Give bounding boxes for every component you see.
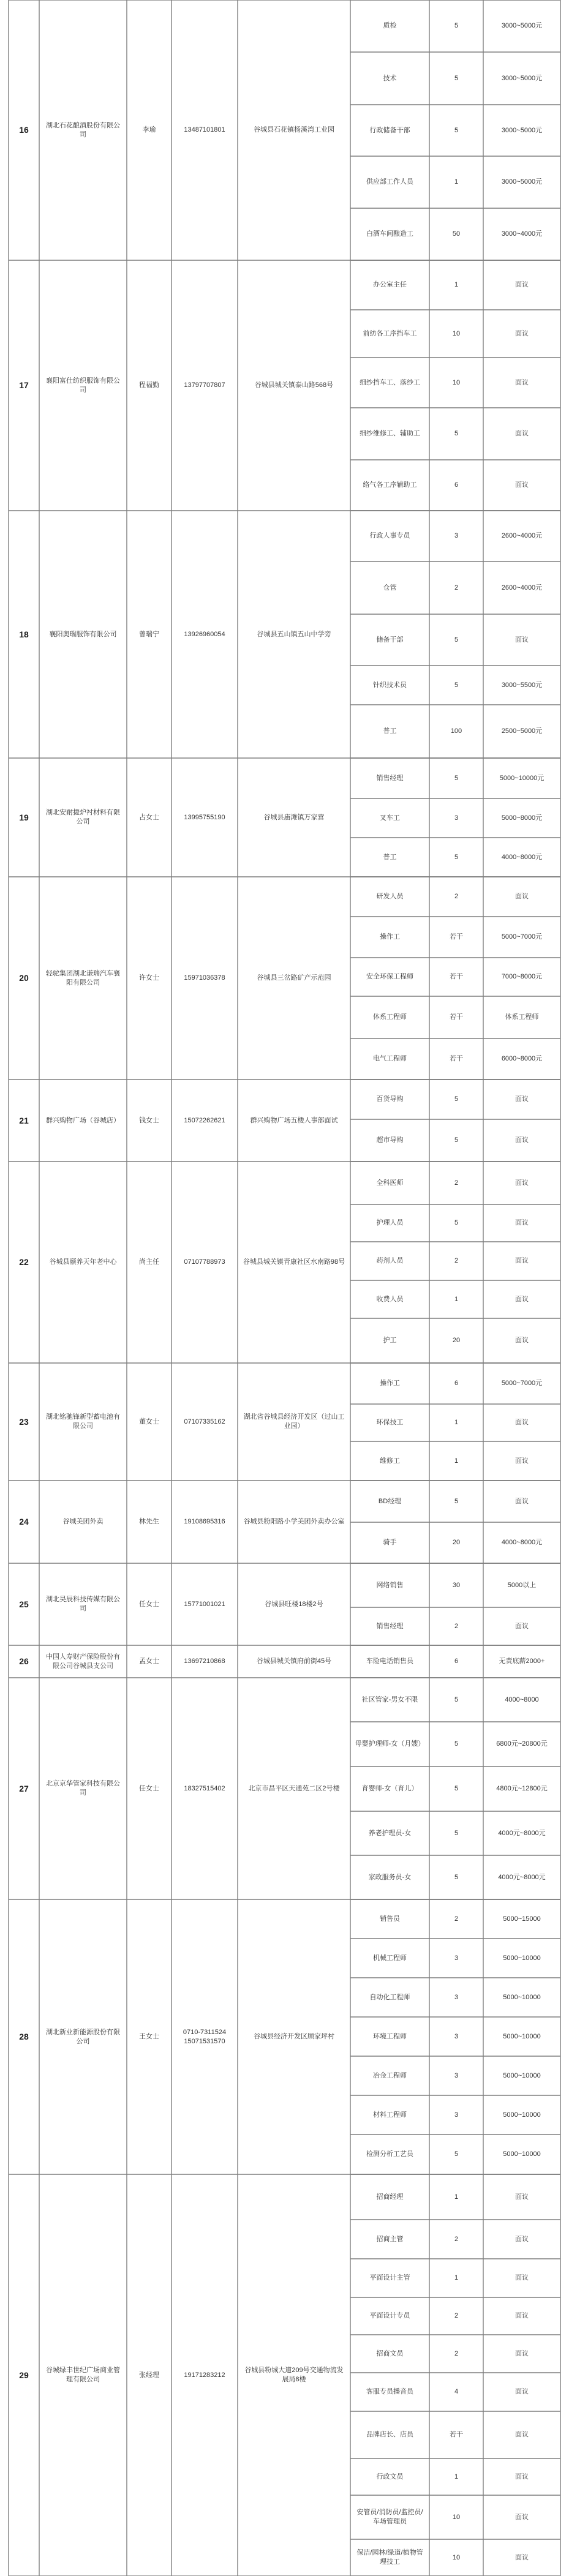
job-salary: 6000~8000元 <box>501 1055 543 1062</box>
job-headcount: 1 <box>454 281 459 288</box>
company-number: 20 <box>19 973 29 983</box>
company-address: 湖北省谷城县经济开发区（过山工业园） <box>243 1413 345 1430</box>
contact-phone: 13926960054 <box>184 630 225 638</box>
contact-phone: 07107335162 <box>184 1418 225 1425</box>
job-headcount: 1 <box>454 178 459 186</box>
job-title: 车险电话销售员 <box>366 1658 413 1665</box>
job-headcount: 5 <box>454 636 459 644</box>
contact-phone: 19171283212 <box>184 2371 225 2379</box>
job-salary: 4000元~8000元 <box>498 1873 546 1881</box>
company-name: 湖北铭驰锋新型蓄电池有限公司 <box>46 1413 120 1430</box>
job-salary: 面议 <box>515 1295 529 1303</box>
job-headcount: 5 <box>454 1740 459 1748</box>
job-salary: 面议 <box>515 2274 529 2281</box>
job-salary: 面议 <box>515 2312 529 2319</box>
job-headcount: 1 <box>454 2473 459 2480</box>
company-name: 谷城县颐养天年老中心 <box>49 1258 117 1266</box>
job-headcount: 6 <box>454 1658 459 1665</box>
job-salary: 5000~10000 <box>503 2111 541 2119</box>
company-address: 谷城县三岔路矿产示范园 <box>257 974 331 982</box>
company-name: 群兴购物广场（谷城店） <box>46 1116 120 1124</box>
job-headcount: 3 <box>454 1954 459 1962</box>
company-number: 19 <box>19 812 29 822</box>
job-headcount: 若干 <box>450 1013 463 1021</box>
job-title: 母婴护理师-女（月嫂） <box>355 1740 425 1748</box>
job-headcount: 2 <box>454 2349 459 2357</box>
job-title: 普工 <box>383 727 397 735</box>
job-salary: 4000元~8000元 <box>498 1829 546 1837</box>
company-address: 北京市昌平区天通苑二区2号楼 <box>248 1784 340 1792</box>
job-salary: 6800元~20800元 <box>496 1740 548 1748</box>
company-name: 襄阳奥瑞服饰有限公司 <box>49 630 117 638</box>
company-name: 谷城美团外卖 <box>62 1518 104 1525</box>
job-title: 普工 <box>383 853 397 861</box>
job-salary: 3000~5000元 <box>501 178 543 186</box>
company-name: 谷城绿丰世纪广场商业管理有限公司 <box>46 2367 120 2383</box>
job-headcount: 5 <box>454 853 459 861</box>
contact-person: 任女士 <box>139 1784 159 1792</box>
contact-person: 许女士 <box>139 974 159 982</box>
job-salary: 面议 <box>515 329 529 337</box>
company-name: 湖北安耐捷炉衬材料有限公司 <box>46 809 120 825</box>
job-headcount: 2 <box>454 2312 459 2319</box>
job-headcount: 5 <box>454 2150 459 2158</box>
job-salary: 面议 <box>515 1419 529 1426</box>
company-number: 21 <box>19 1115 29 1125</box>
job-headcount: 5 <box>454 1095 459 1103</box>
job-salary: 面议 <box>515 481 529 489</box>
job-title: 机械工程师 <box>373 1954 407 1962</box>
company-address: 谷城县庙滩镇万家营 <box>263 813 325 821</box>
company-name: 襄阳富仕纺织服饰有限公司 <box>46 377 120 394</box>
job-headcount: 2 <box>454 1257 459 1264</box>
job-headcount: 若干 <box>450 973 463 980</box>
job-title: 行政储备干部 <box>369 126 410 134</box>
job-salary: 面议 <box>515 2553 529 2561</box>
job-headcount: 2 <box>454 1622 459 1630</box>
job-title: 骑手 <box>383 1539 397 1546</box>
job-headcount: 5 <box>454 126 459 134</box>
job-salary: 面议 <box>515 1179 529 1187</box>
job-title: 护工 <box>383 1337 397 1344</box>
contact-phone: 18327515402 <box>184 1784 225 1792</box>
contact-person: 程福勤 <box>139 381 159 389</box>
job-salary: 面议 <box>515 281 529 288</box>
company-number: 28 <box>19 2032 29 2041</box>
job-title: 销售经理 <box>376 1622 404 1630</box>
job-headcount: 若干 <box>450 1055 463 1062</box>
job-salary: 2600~4000元 <box>501 532 543 539</box>
job-salary: 4000~8000元 <box>501 1539 543 1546</box>
job-headcount: 若干 <box>450 933 463 941</box>
job-title: 招商主管 <box>376 2235 404 2243</box>
job-title: 操作工 <box>380 933 400 941</box>
contact-person: 孟女士 <box>139 1658 159 1665</box>
job-title: 客服专员播音员 <box>366 2388 413 2395</box>
job-headcount: 10 <box>452 329 461 337</box>
job-title: 环境工程师 <box>373 2032 407 2040</box>
job-salary: 3000~5500元 <box>501 681 543 689</box>
job-title: 销售经理 <box>376 774 404 782</box>
job-title: 操作工 <box>380 1380 400 1387</box>
job-title: 技术 <box>383 74 397 82</box>
job-headcount: 2 <box>454 2235 459 2243</box>
job-headcount: 3 <box>454 2032 459 2040</box>
company-address: 谷城县城关镇泰山路568号 <box>254 381 334 389</box>
job-title: 维修工 <box>380 1457 400 1465</box>
contact-person: 王女士 <box>139 2033 159 2040</box>
job-salary: 5000~10000 <box>503 1993 541 2001</box>
job-title: 针织技术员 <box>373 681 407 689</box>
job-title: BD经理 <box>378 1497 402 1505</box>
job-headcount: 20 <box>452 1337 461 1344</box>
company-address: 谷城县五山镇五山中学旁 <box>257 630 331 638</box>
job-headcount: 5 <box>454 1497 459 1505</box>
job-salary: 4000~8000元 <box>501 853 543 861</box>
job-headcount: 2 <box>454 893 459 900</box>
job-title: 家政服务员-女 <box>368 1873 412 1881</box>
company-address: 谷城县经济开发区顾家坪村 <box>254 2033 334 2040</box>
job-title: 络气各工序辅助工 <box>363 481 417 489</box>
job-salary: 5000~7000元 <box>501 1380 543 1387</box>
job-title: 超市导购 <box>376 1136 404 1144</box>
job-headcount: 5 <box>454 74 459 82</box>
job-title: 药剂人员 <box>376 1257 404 1264</box>
contact-phone: 15971036378 <box>184 974 225 982</box>
job-title: 销售员 <box>380 1915 400 1923</box>
job-headcount: 5 <box>454 1219 459 1226</box>
job-headcount: 3 <box>454 532 459 539</box>
company-name: 湖北昊辰科技传媒有限公司 <box>46 1596 120 1612</box>
job-salary: 5000~7000元 <box>501 933 543 941</box>
job-title: 安管员/消防员/监控员/车场管理员 <box>356 2509 423 2525</box>
job-title: 前纺各工序挡车工 <box>363 329 417 337</box>
contact-phone: 15771001021 <box>184 1600 225 1608</box>
company-address: 谷城县旺楼18楼2号 <box>265 1600 323 1608</box>
job-title: 办公室主任 <box>373 281 407 288</box>
job-salary: 4000~8000 <box>505 1695 539 1703</box>
job-headcount: 10 <box>452 378 461 386</box>
job-title: 收费人员 <box>376 1295 404 1303</box>
job-title: 平面设计专员 <box>369 2312 410 2319</box>
job-salary: 5000~8000元 <box>501 814 543 822</box>
job-headcount: 100 <box>450 727 462 735</box>
job-headcount: 2 <box>454 584 459 591</box>
company-number: 16 <box>19 125 29 135</box>
job-salary: 面议 <box>515 1257 529 1264</box>
job-title: 研发人员 <box>376 893 404 900</box>
contact-person: 尚主任 <box>139 1258 159 1266</box>
job-headcount: 10 <box>452 2513 461 2521</box>
job-headcount: 5 <box>454 1829 459 1837</box>
job-title: 白酒车间酿造工 <box>366 230 413 238</box>
job-headcount: 1 <box>454 1457 459 1465</box>
job-headcount: 5 <box>454 1136 459 1144</box>
company-number: 27 <box>19 1783 29 1793</box>
company-address: 谷城县粉阳路小学美团外卖办公室 <box>243 1518 345 1525</box>
job-title: 养老护理员-女 <box>368 1829 412 1837</box>
job-salary: 5000~15000 <box>503 1915 541 1923</box>
job-salary: 3000~5000元 <box>501 126 543 134</box>
company-address: 谷城县粉城大道209号交通物流发展局8楼 <box>244 2367 344 2383</box>
job-title: 安全环保工程师 <box>366 973 413 980</box>
job-title: 品牌店长、店员 <box>366 2431 413 2438</box>
job-headcount: 1 <box>454 2274 459 2281</box>
job-title: 平面设计主管 <box>369 2274 410 2281</box>
company-name: 北京京华管家科技有限公司 <box>46 1780 120 1797</box>
job-title: 护理人员 <box>376 1219 404 1226</box>
job-title: 行政人事专员 <box>369 532 410 539</box>
company-number: 25 <box>19 1599 29 1609</box>
company-address: 谷城县石花镇杨溪湾工业园 <box>254 126 334 133</box>
job-headcount: 50 <box>452 230 461 238</box>
job-salary: 面议 <box>515 1457 529 1465</box>
job-salary: 面议 <box>515 2431 529 2438</box>
job-headcount: 5 <box>454 774 459 782</box>
job-headcount: 5 <box>454 1873 459 1881</box>
job-salary: 面议 <box>515 1095 529 1103</box>
job-salary: 3000~5000元 <box>501 74 543 82</box>
job-headcount: 3 <box>454 814 459 822</box>
job-salary: 面议 <box>515 2388 529 2395</box>
job-salary: 5000~10000 <box>503 2150 541 2158</box>
contact-person: 张经理 <box>139 2371 159 2379</box>
job-title: 百货导购 <box>376 1095 404 1103</box>
job-headcount: 10 <box>452 2553 461 2561</box>
contact-person: 曾瑞宁 <box>139 630 159 638</box>
company-number: 23 <box>19 1416 29 1427</box>
job-title: 招商文员 <box>376 2349 404 2357</box>
job-title: 电气工程师 <box>373 1055 407 1062</box>
contact-phone: 15072262621 <box>184 1116 225 1124</box>
job-salary: 面议 <box>515 1622 529 1630</box>
job-headcount: 5 <box>454 681 459 689</box>
job-salary: 面议 <box>515 378 529 386</box>
job-salary: 面议 <box>515 2513 529 2521</box>
job-salary: 2500~5000元 <box>501 727 543 735</box>
job-headcount: 30 <box>452 1581 461 1589</box>
job-title: 质检 <box>383 22 397 29</box>
job-title: 社区管家-男女不限 <box>361 1695 418 1703</box>
job-salary: 体系工程师 <box>505 1013 539 1021</box>
company-number: 29 <box>19 2370 29 2380</box>
job-salary: 面议 <box>515 636 529 644</box>
job-headcount: 1 <box>454 1419 459 1426</box>
company-number: 24 <box>19 1517 29 1526</box>
company-name: 轻驼集团湖北谦瑞汽车襄阳有限公司 <box>46 969 120 986</box>
contact-phone: 19108695316 <box>184 1518 225 1525</box>
job-title: 全科医师 <box>376 1179 404 1187</box>
job-headcount: 1 <box>454 1295 459 1303</box>
job-headcount: 3 <box>454 1993 459 2001</box>
job-salary: 面议 <box>515 430 529 437</box>
job-headcount: 2 <box>454 1179 459 1187</box>
job-salary: 7000~8000元 <box>501 973 543 980</box>
contact-phone: 13697210868 <box>184 1658 225 1665</box>
contact-person: 董女士 <box>139 1418 159 1425</box>
job-salary: 面议 <box>515 893 529 900</box>
job-title: 网络销售 <box>376 1581 404 1589</box>
contact-person: 林先生 <box>139 1518 159 1525</box>
job-title: 环保技工 <box>376 1419 404 1426</box>
company-name: 湖北石花酿酒股份有限公司 <box>46 121 120 138</box>
contact-person: 李瑜 <box>142 126 156 133</box>
job-title: 体系工程师 <box>373 1013 407 1021</box>
contact-phone: 13797707807 <box>184 381 225 389</box>
job-headcount: 6 <box>454 481 459 489</box>
job-headcount: 1 <box>454 2193 459 2201</box>
job-headcount: 5 <box>454 22 459 29</box>
job-title: 叉车工 <box>380 814 400 822</box>
company-number: 26 <box>19 1656 29 1666</box>
company-address: 群兴购物广场五楼人事部面试 <box>250 1116 338 1124</box>
contact-phone: 13995755190 <box>184 813 225 821</box>
job-salary: 面议 <box>515 2349 529 2357</box>
job-title: 行政文员 <box>376 2473 404 2480</box>
job-headcount: 6 <box>454 1380 459 1387</box>
job-headcount: 若干 <box>450 2431 463 2438</box>
job-title: 细纱挡车工、落纱工 <box>360 378 420 386</box>
job-salary: 无责底薪2000+ <box>499 1658 545 1665</box>
job-title: 储备干部 <box>376 636 404 644</box>
company-address: 谷城县城关镇青康社区水南路98号 <box>243 1258 345 1266</box>
contact-person: 任女士 <box>139 1600 159 1608</box>
job-salary: 面议 <box>515 2193 529 2201</box>
company-address: 谷城县城关镇府前街45号 <box>256 1658 332 1665</box>
company-number: 22 <box>19 1257 29 1267</box>
job-title: 自动化工程师 <box>369 1993 410 2001</box>
job-headcount: 3 <box>454 2111 459 2119</box>
job-headcount: 5 <box>454 1785 459 1792</box>
contact-person: 钱女士 <box>139 1116 159 1124</box>
job-title: 细纱维修工、辅助工 <box>360 430 420 437</box>
company-number: 18 <box>19 629 29 639</box>
job-title: 保洁/园林/绿道/植物管理技工 <box>356 2549 423 2566</box>
contact-person: 占女士 <box>139 813 159 821</box>
company-name: 湖北新业新能源股份有限公司 <box>46 2028 120 2045</box>
job-title: 检测分析工艺员 <box>366 2150 413 2158</box>
job-salary: 面议 <box>515 1337 529 1344</box>
job-salary: 5000~10000 <box>503 2032 541 2040</box>
contact-phone: 0710-7311524 15071531570 <box>183 2028 227 2045</box>
job-title: 冶金工程师 <box>373 2071 407 2079</box>
job-title: 材料工程师 <box>373 2111 407 2119</box>
job-salary: 面议 <box>515 1497 529 1505</box>
job-headcount: 4 <box>454 2388 459 2395</box>
company-name: 中国人寿财产保险股份有限公司谷城县支公司 <box>46 1653 120 1670</box>
job-title: 仓管 <box>383 584 397 591</box>
job-headcount: 20 <box>452 1539 461 1546</box>
job-headcount: 5 <box>454 1695 459 1703</box>
job-headcount: 3 <box>454 2071 459 2079</box>
job-salary: 2600~4000元 <box>501 584 543 591</box>
job-salary: 3000~5000元 <box>501 22 543 29</box>
job-salary: 5000~10000 <box>503 2071 541 2079</box>
job-salary: 5000以上 <box>507 1581 537 1589</box>
job-salary: 3000~4000元 <box>501 230 543 238</box>
job-salary: 面议 <box>515 2473 529 2480</box>
job-title: 招商经理 <box>376 2193 404 2201</box>
contact-phone: 07107788973 <box>184 1258 225 1266</box>
job-salary: 5000~10000 <box>503 1954 541 1962</box>
job-headcount: 5 <box>454 430 459 437</box>
job-title: 育婴师-女（育儿） <box>361 1785 418 1792</box>
job-salary: 5000~10000元 <box>499 774 545 782</box>
company-number: 17 <box>19 380 29 390</box>
job-salary: 4800元~12800元 <box>496 1785 548 1792</box>
job-salary: 面议 <box>515 2235 529 2243</box>
job-title: 供应部工作人员 <box>366 178 413 186</box>
job-salary: 面议 <box>515 1219 529 1226</box>
contact-phone: 13487101801 <box>184 126 225 133</box>
job-headcount: 2 <box>454 1915 459 1923</box>
job-salary: 面议 <box>515 1136 529 1144</box>
